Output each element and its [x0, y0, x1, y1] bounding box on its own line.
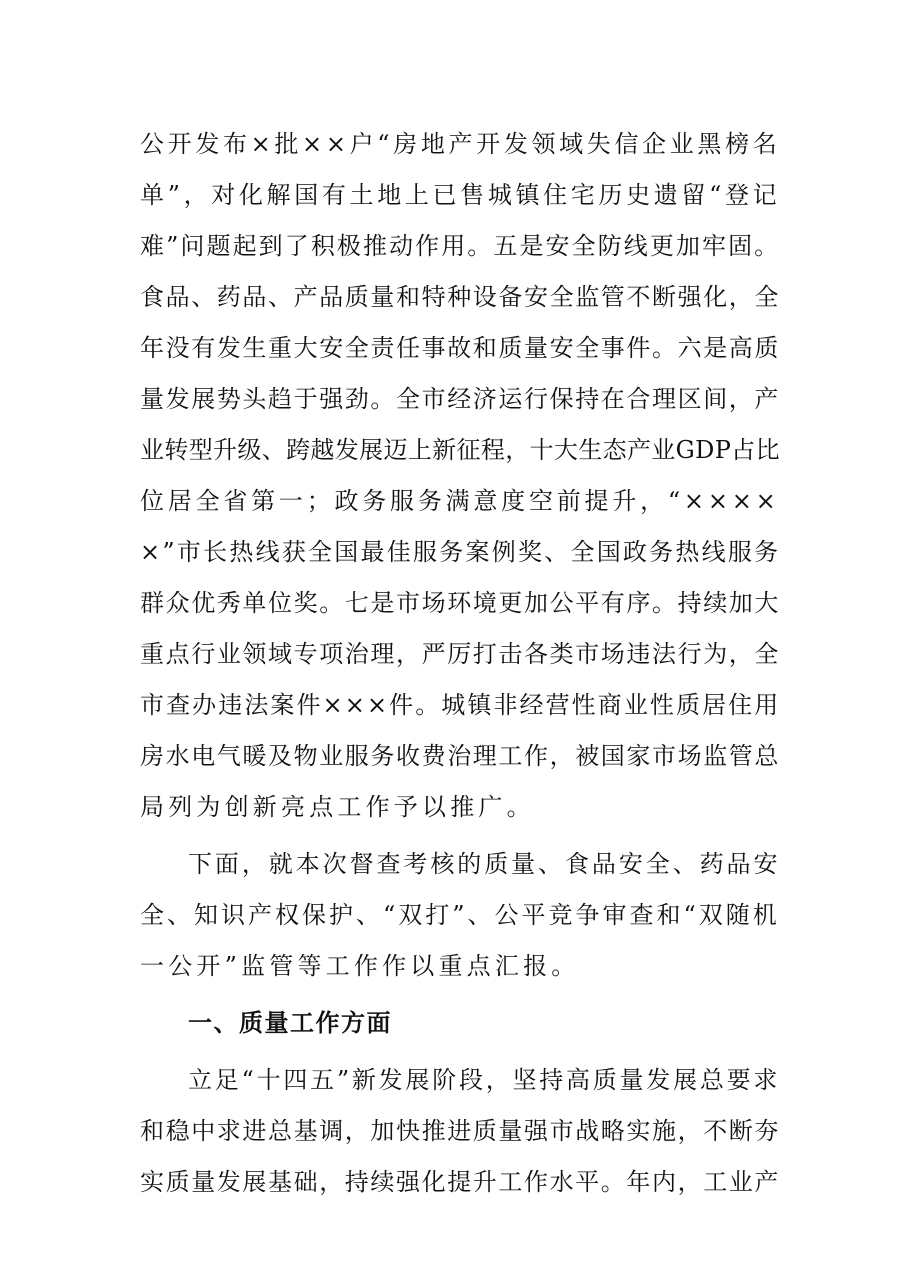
paragraph-line: 和稳中求进总基调，加快推进质量强市战略实施，不断夯: [140, 1117, 780, 1145]
paragraph-line: 立足“十四五”新发展阶段，坚持高质量发展总要求: [188, 1066, 781, 1094]
paragraph-line: 量发展势头趋于强劲。全市经济运行保持在合理区间，产: [140, 385, 780, 413]
paragraph-line: 食品、药品、产品质量和特种设备安全监管不断强化，全: [140, 283, 780, 311]
paragraph-line: 位居全省第一；政务服务满意度空前提升，“××××: [140, 487, 780, 515]
paragraph-line: 难”问题起到了积极推动作用。五是安全防线更加牢固。: [140, 232, 781, 260]
paragraph-line: 公开发布×批××户“房地产开发领域失信企业黑榜名: [140, 130, 781, 158]
paragraph-line: 局列为创新亮点工作予以推广。: [140, 793, 535, 821]
paragraph-line: 群众优秀单位奖。七是市场环境更加公平有序。持续加大: [140, 589, 780, 617]
paragraph-line: 业转型升级、跨越发展迈上新征程，十大生态产业GDP占比: [140, 436, 780, 464]
paragraph-line: 单”，对化解国有土地上已售城镇住宅历史遗留“登记: [140, 181, 781, 209]
paragraph-line: 市查办违法案件×××件。城镇非经营性商业性质居住用: [140, 691, 781, 719]
paragraph-line: 重点行业领域专项治理，严厉打击各类市场违法行为，全: [140, 640, 780, 668]
paragraph-line: ×”市长热线获全国最佳服务案例奖、全国政务热线服务: [140, 538, 781, 566]
paragraph-line: 全、知识产权保护、“双打”、公平竞争审查和“双随机: [140, 901, 780, 929]
paragraph-line: 年没有发生重大安全责任事故和质量安全事件。六是高质: [140, 334, 780, 362]
paragraph-line: 房水电气暖及物业服务收费治理工作，被国家市场监管总: [140, 742, 780, 770]
paragraph-line: 实质量发展基础，持续强化提升工作水平。年内，工业产: [140, 1168, 780, 1196]
paragraph-line: 下面，就本次督查考核的质量、食品安全、药品安: [188, 850, 781, 878]
section-heading: 一、质量工作方面: [188, 1009, 392, 1037]
paragraph-line: 一公开”监管等工作作以重点汇报。: [140, 952, 580, 980]
